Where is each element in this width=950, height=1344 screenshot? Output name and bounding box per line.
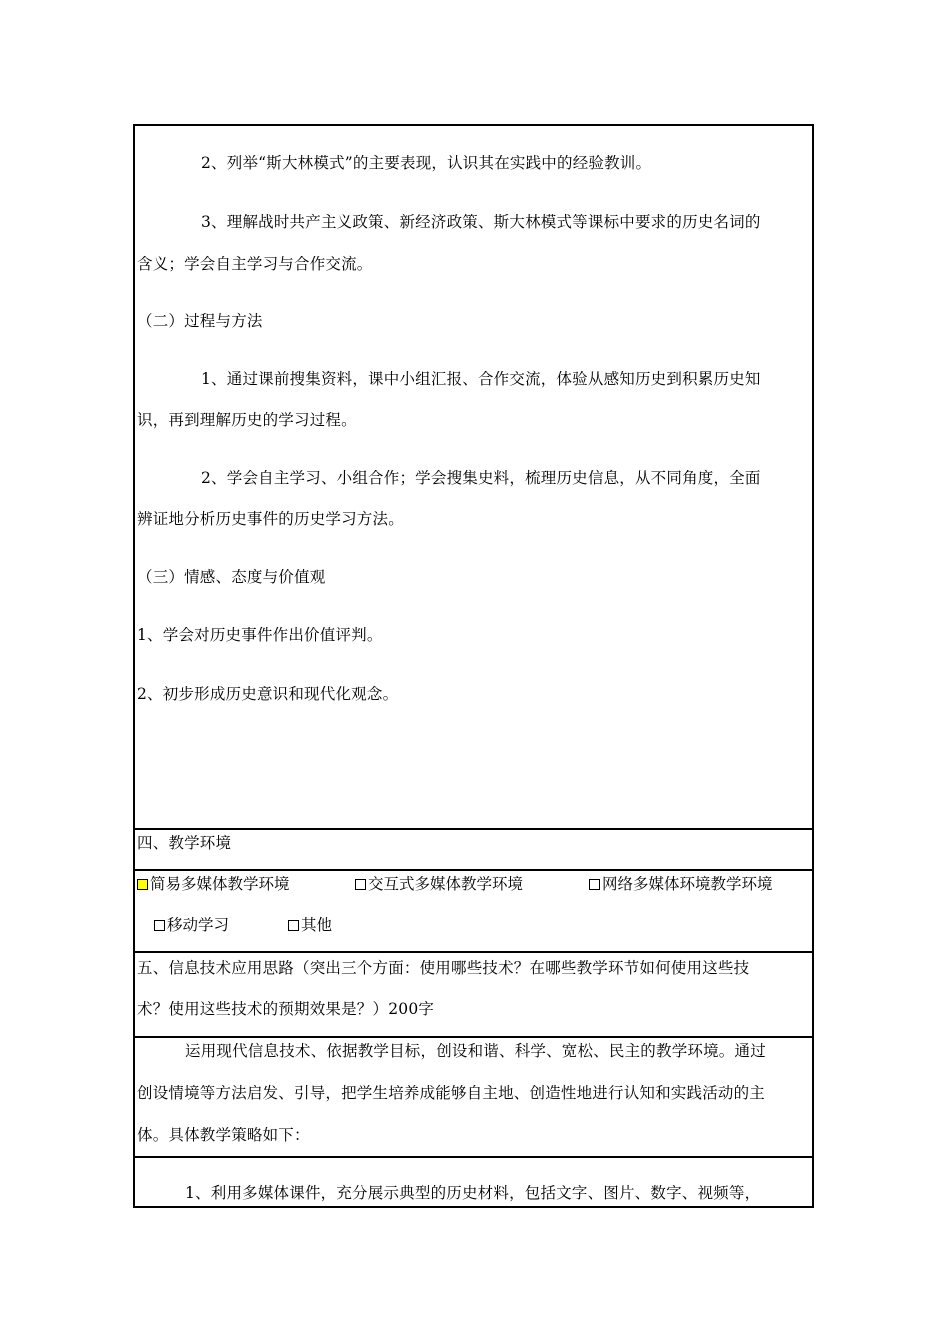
tech-body-line2: 创设情境等方法启发、引导，把学生培养成能够自主地、创造性地进行认知和实践活动的主 [137, 1084, 766, 1102]
checkbox-icon[interactable] [589, 879, 600, 890]
checkbox-icon[interactable] [154, 920, 165, 931]
objective-knowledge-2: 2、列举“斯大林模式”的主要表现，认识其在实践中的经验教训。 [201, 154, 652, 172]
option-simple-multimedia[interactable] [137, 874, 290, 894]
option-label: 网络多媒体环境教学环境 [602, 875, 773, 893]
row-divider [135, 828, 812, 830]
option-interactive-multimedia[interactable] [355, 874, 523, 894]
objective-process-1-line2: 识，再到理解历史的学习过程。 [137, 411, 357, 429]
tech-heading-line2: 术？使用这些技术的预期效果是？）200字 [137, 1000, 435, 1018]
option-label: 交互式多媒体教学环境 [368, 875, 524, 893]
objective-knowledge-3-line1: 3、理解战时共产主义政策、新经济政策、斯大林模式等课标中要求的历史名词的 [201, 213, 761, 231]
option-other[interactable] [288, 915, 332, 935]
objective-process-2-line1: 2、学会自主学习、小组合作；学会搜集史料，梳理历史信息，从不同角度，全面 [201, 469, 761, 487]
objective-process-2-line2: 辨证地分析历史事件的历史学习方法。 [137, 510, 404, 528]
row-divider [135, 951, 812, 953]
objective-process-1-line1: 1、通过课前搜集资料，课中小组汇报、合作交流，体验从感知历史到积累历史知 [201, 370, 761, 388]
option-network-multimedia[interactable] [589, 874, 773, 894]
process-heading: （二）过程与方法 [137, 312, 263, 330]
option-label: 其他 [301, 916, 333, 934]
tech-body-line4: 1、利用多媒体课件，充分展示典型的历史材料，包括文字、图片、数字、视频等， [185, 1184, 761, 1202]
tech-body-line3: 体。具体教学策略如下： [137, 1126, 310, 1144]
objective-emotion-2: 2、初步形成历史意识和现代化观念。 [137, 685, 399, 703]
option-label: 简易多媒体教学环境 [150, 875, 290, 893]
option-mobile-learning[interactable] [154, 915, 229, 935]
option-label: 移动学习 [167, 916, 230, 934]
checkbox-icon[interactable] [288, 920, 299, 931]
checkbox-icon[interactable] [355, 879, 366, 890]
row-divider [135, 869, 812, 871]
objective-knowledge-3-line2: 含义；学会自主学习与合作交流。 [137, 255, 373, 273]
tech-heading-line1: 五、信息技术应用思路（突出三个方面：使用哪些技术？在哪些教学环节如何使用这些技 [137, 959, 750, 977]
row-divider [135, 1036, 812, 1038]
row-divider [135, 1156, 812, 1158]
tech-body-line1: 运用现代信息技术、依据教学目标，创设和谐、科学、宽松、民主的教学环境。通过 [185, 1042, 766, 1060]
checkbox-icon[interactable] [137, 879, 148, 890]
environment-heading: 四、教学环境 [137, 834, 232, 852]
emotion-heading: （三）情感、态度与价值观 [137, 568, 326, 586]
objective-emotion-1: 1、学会对历史事件作出价值评判。 [137, 626, 383, 644]
